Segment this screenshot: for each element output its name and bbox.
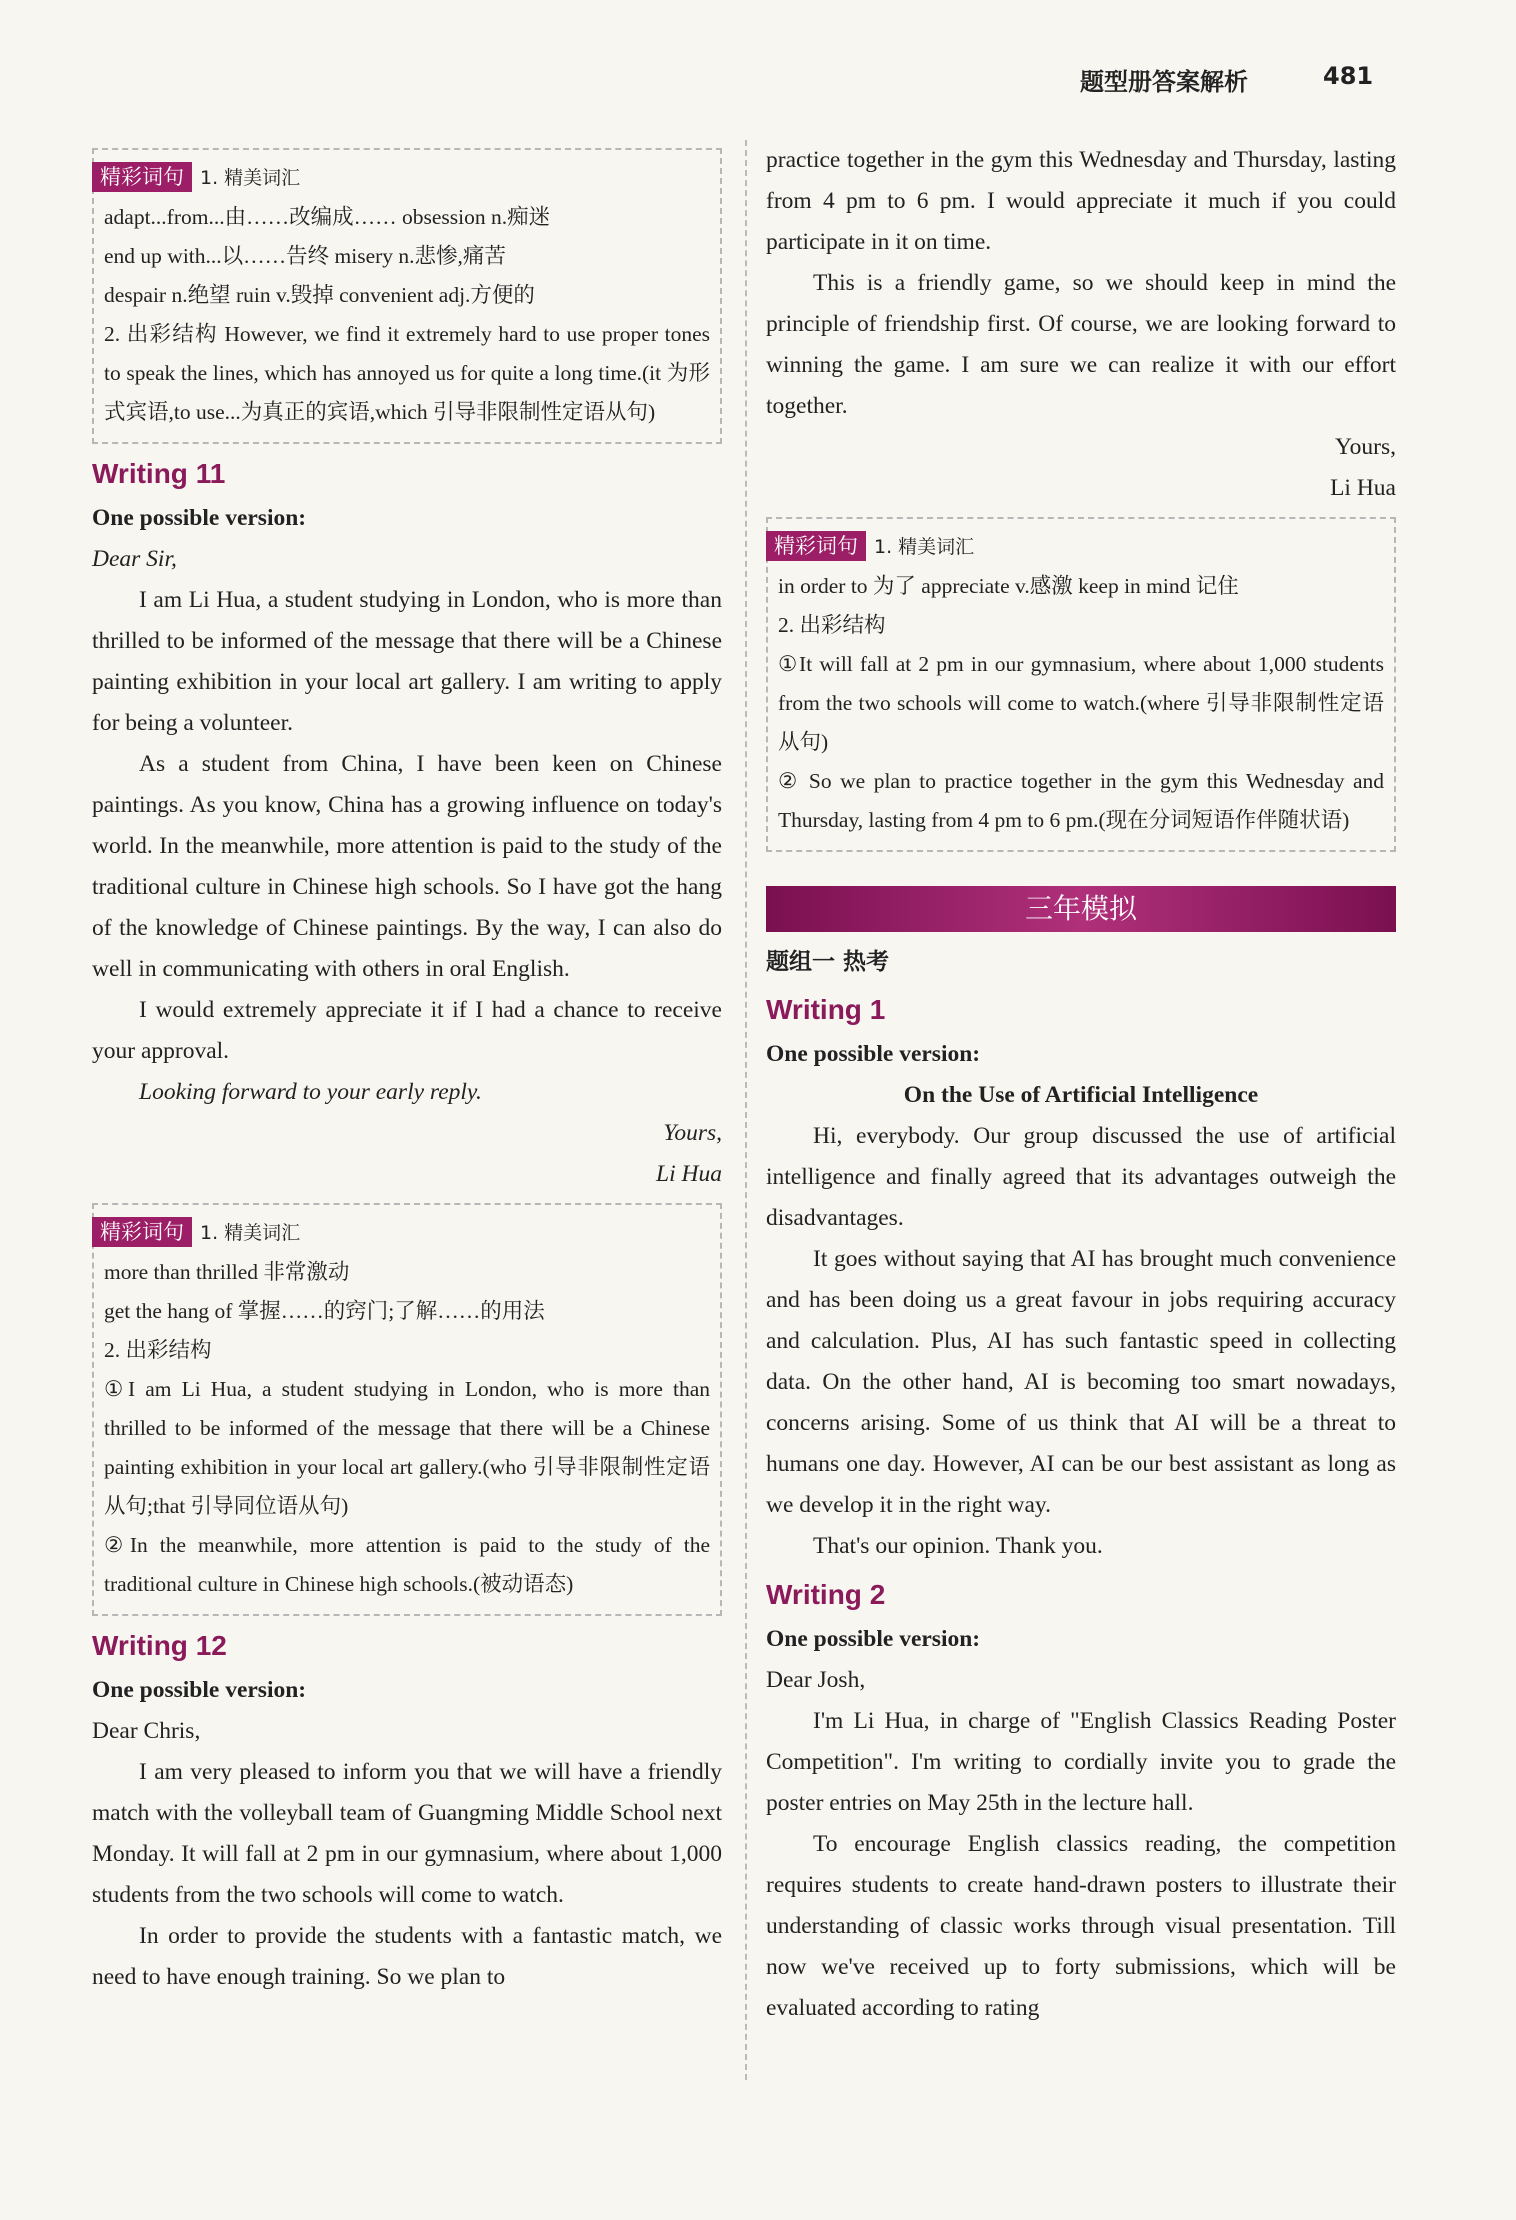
left-column — [92, 140, 722, 1998]
box-line: adapt...from...由……改编成…… obsession n.痴迷 — [104, 205, 551, 229]
yours: Yours, — [663, 1120, 722, 1146]
highlight-box-2 — [92, 1203, 722, 1616]
paragraph: I would extremely appreciate it if I had a chance to receive your approval. — [92, 997, 722, 1064]
box-heading: 1. 精美词汇 — [874, 536, 975, 558]
box-line: 2. 出彩结构 — [778, 613, 886, 637]
box-line: more than thrilled 非常激动 — [104, 1260, 350, 1284]
version-label: One possible version: — [92, 505, 307, 531]
version-label: One possible version: — [766, 1041, 981, 1067]
box-line: in order to 为了 appreciate v.感激 keep in mind 记住 — [778, 574, 1239, 598]
group-heading: 题组一 热考 — [766, 949, 890, 975]
paragraph: In order to provide the students with a fantastic match, we need to have enough training. So we plan to — [92, 1923, 722, 1990]
version-label: One possible version: — [766, 1626, 981, 1652]
paragraph: I am very pleased to inform you that we will have a friendly match with the volleyball team of Guangming Middle School next Monday. It will fall at 2 pm in our gymnasium, where about 1,000 students from the two schools will come to watch. — [92, 1759, 722, 1908]
box-tag: 精彩词句 — [766, 531, 866, 561]
box-heading: 1. 精美词汇 — [200, 1222, 301, 1244]
box-line: 2. 出彩结构 — [104, 1338, 212, 1362]
writing-2-title: Writing 2 — [766, 1579, 886, 1610]
version-label: One possible version: — [92, 1677, 307, 1703]
box-line: 2. 出彩结构 However, we find it extremely hard to use proper tones to speak the lines, which has annoyed us for quite a long time.(it 为形式宾语,to use...为真正的宾语,which 引导非限制性定语从句) — [104, 322, 710, 424]
box-line: ①I am Li Hua, a student studying in London, who is more than thrilled to be informed of the message that there will be a Chinese painting exhibition in your local art gallery.(who 引导非限制性定语从句;that 引导同位语从句) — [104, 1377, 710, 1518]
box-heading: 1. 精美词汇 — [200, 167, 301, 189]
paragraph: I'm Li Hua, in charge of "English Classics Reading Poster Competition". I'm writing to cordially invite you to grade the poster entries on May 25th in the lecture hall. — [766, 1708, 1396, 1816]
box-tag: 精彩词句 — [92, 1217, 192, 1247]
box-line: ②In the meanwhile, more attention is paid to the study of the traditional culture in Chinese high schools.(被动语态) — [104, 1533, 710, 1596]
salutation: Dear Sir, — [92, 546, 177, 572]
paragraph: To encourage English classics reading, the competition requires students to create hand-drawn posters to illustrate their understanding of classic works through visual presentation. Till now we've received up to forty submissions, which will be evaluated according to rating — [766, 1831, 1396, 2021]
highlight-box-3 — [766, 517, 1396, 852]
box-line: ①It will fall at 2 pm in our gymnasium, where about 1,000 students from the two schools will come to watch.(where 引导非限制性定语从句) — [778, 652, 1384, 754]
box-line: despair n.绝望 ruin v.毁掉 convenient adj.方便的 — [104, 283, 535, 307]
essay-heading: On the Use of Artificial Intelligence — [903, 1082, 1259, 1108]
right-column — [766, 140, 1396, 2029]
writing-1-title: Writing 1 — [766, 994, 886, 1025]
column-divider — [745, 140, 747, 2080]
header-title: 题型册答案解析 — [1080, 68, 1248, 96]
writing-12-title: Writing 12 — [92, 1630, 227, 1661]
paragraph: It goes without saying that AI has brought much convenience and has been doing us a great favour in jobs requiring accuracy and calculation. Plus, AI has such fantastic speed in collecting data. On the other hand, AI is becoming too smart nowadays, concerns arising. Some of us think that AI will be a threat to humans one day. However, AI can be our best assistant as long as we develop it in the right way. — [766, 1246, 1396, 1518]
paragraph: practice together in the gym this Wednesday and Thursday, lasting from 4 pm to 6 pm. I would appreciate it much if you could participate in it on time. — [766, 147, 1396, 255]
box-tag: 精彩词句 — [92, 162, 192, 192]
paragraph: I am Li Hua, a student studying in London, who is more than thrilled to be informed of the message that there will be a Chinese painting exhibition in your local art gallery. I am writing to apply for being a volunteer. — [92, 587, 722, 736]
closing: Looking forward to your early reply. — [139, 1079, 482, 1105]
page-header — [1080, 62, 1380, 102]
box-line: get the hang of 掌握……的窍门;了解……的用法 — [104, 1299, 545, 1323]
signature: Li Hua — [1330, 475, 1396, 501]
paragraph: That's our opinion. Thank you. — [813, 1533, 1103, 1559]
signature: Li Hua — [656, 1161, 722, 1187]
salutation: Dear Chris, — [92, 1718, 201, 1744]
salutation: Dear Josh, — [766, 1667, 866, 1693]
page-number: 481 — [1323, 62, 1374, 90]
paragraph: Hi, everybody. Our group discussed the use of artificial intelligence and finally agreed that its advantages outweigh the disadvantages. — [766, 1123, 1396, 1231]
box-line: ② So we plan to practice together in the gym this Wednesday and Thursday, lasting from 4 pm to 6 pm.(现在分词短语作伴随状语) — [778, 769, 1384, 832]
box-line: end up with...以……告终 misery n.悲惨,痛苦 — [104, 244, 506, 268]
writing-11-title: Writing 11 — [92, 458, 226, 489]
paragraph: This is a friendly game, so we should keep in mind the principle of friendship first. Of course, we are looking forward to winning the game. I am sure we can realize it with our effort together. — [766, 270, 1396, 419]
highlight-box-1 — [92, 148, 722, 444]
yours: Yours, — [1335, 434, 1396, 460]
paragraph: As a student from China, I have been keen on Chinese paintings. As you know, China has a growing influence on today's world. In the meanwhile, more attention is paid to the study of the traditional culture in Chinese high schools. So I have got the hang of the knowledge of Chinese paintings. By the way, I can also do well in communicating with others in oral English. — [92, 751, 722, 982]
section-banner: 三年模拟 — [766, 886, 1396, 932]
